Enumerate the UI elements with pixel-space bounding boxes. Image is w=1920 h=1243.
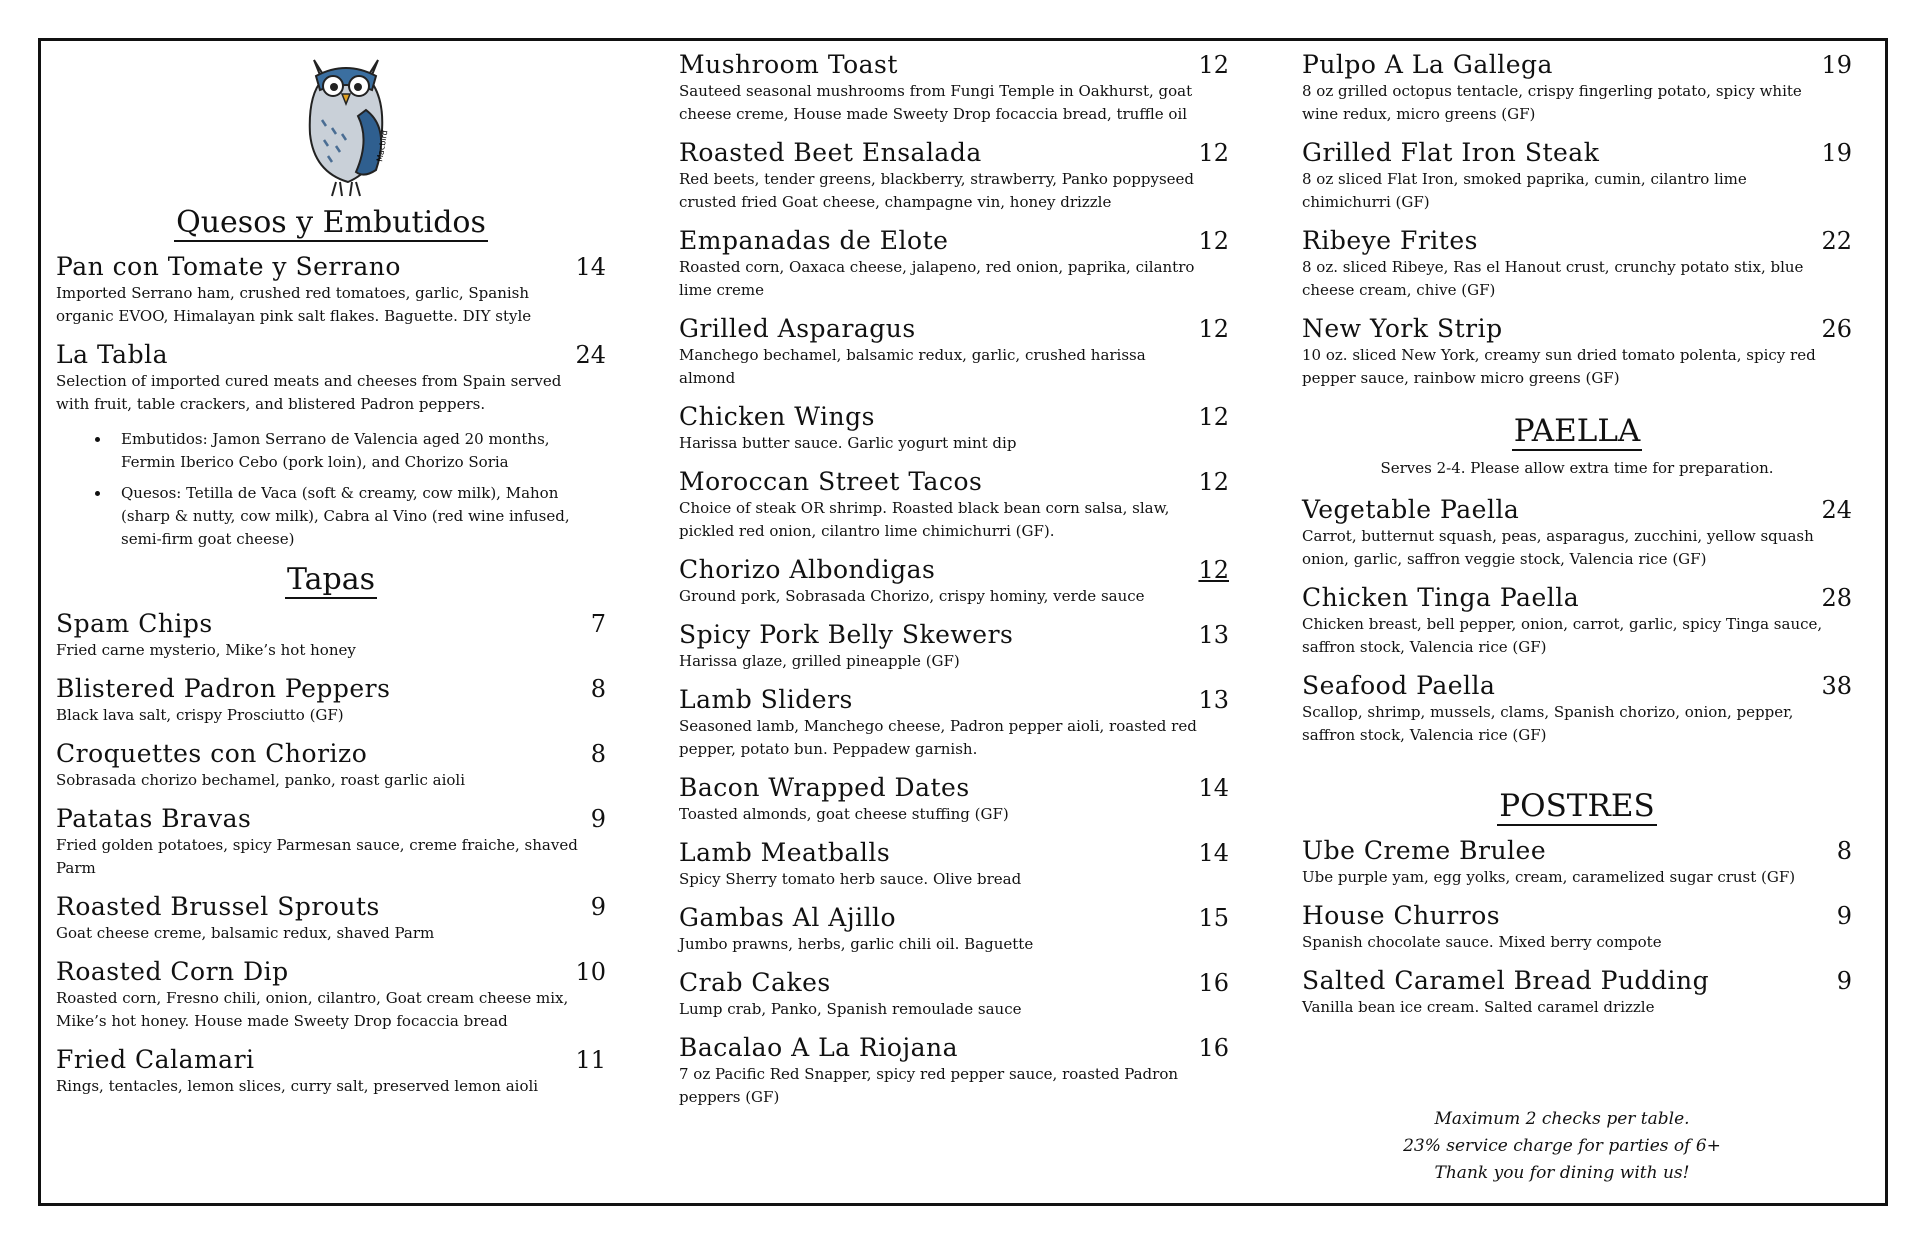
menu-item — [1302, 583, 1852, 659]
item-name: Spicy Pork Belly Skewers — [679, 620, 1014, 649]
item-name: Fried Calamari — [56, 1045, 255, 1074]
item-price: 28 — [1821, 584, 1852, 612]
item-price: 16 — [1198, 969, 1229, 997]
item-desc: Jumbo prawns, herbs, garlic chili oil. Baguette — [679, 935, 1034, 953]
menu-item — [56, 340, 606, 416]
item-desc: 8 oz sliced Flat Iron, smoked paprika, cumin, cilantro lime chimichurri (GF) — [1302, 170, 1747, 211]
menu-item — [1302, 671, 1852, 747]
menu-item — [679, 903, 1229, 956]
item-desc: Chicken breast, bell pepper, onion, carrot, garlic, spicy Tinga sauce, saffron stock, Valencia rice (GF) — [1302, 615, 1823, 656]
item-name: House Churros — [1302, 901, 1501, 930]
item-price: 12 — [1198, 403, 1229, 431]
item-desc: Ube purple yam, egg yolks, cream, caramelized sugar crust (GF) — [1302, 868, 1796, 886]
item-price: 19 — [1821, 139, 1852, 167]
item-name: Chicken Tinga Paella — [1302, 583, 1580, 612]
item-desc: Ground pork, Sobrasada Chorizo, crispy hominy, verde sauce — [679, 587, 1145, 605]
menu-item — [679, 968, 1229, 1021]
item-desc: Fried carne mysterio, Mike’s hot honey — [56, 641, 356, 659]
item-price: 8 — [590, 675, 606, 703]
item-name: Grilled Asparagus — [679, 314, 916, 343]
owl-logo-icon — [286, 50, 406, 200]
item-desc: Harissa glaze, grilled pineapple (GF) — [679, 652, 960, 670]
item-name: Roasted Brussel Sprouts — [56, 892, 380, 921]
item-name: Bacalao A La Riojana — [679, 1033, 959, 1062]
item-price: 22 — [1821, 227, 1852, 255]
item-price: 24 — [1821, 496, 1852, 524]
menu-item — [56, 609, 606, 662]
item-price: 14 — [1198, 774, 1229, 802]
item-price: 26 — [1821, 315, 1852, 343]
menu-item — [56, 252, 606, 328]
item-price: 12 — [1198, 315, 1229, 343]
section-title-postres: POSTRES — [1499, 788, 1655, 824]
item-price: 9 — [1836, 967, 1852, 995]
item-price: 16 — [1198, 1034, 1229, 1062]
item-price: 13 — [1198, 621, 1229, 649]
item-price: 13 — [1198, 686, 1229, 714]
item-price: 12 — [1198, 51, 1229, 79]
item-name: Spam Chips — [56, 609, 213, 638]
item-desc: 8 oz. sliced Ribeye, Ras el Hanout crust, crunchy potato stix, blue cheese cream, chive (GF) — [1302, 258, 1804, 299]
menu-item — [56, 674, 606, 727]
item-price: 14 — [575, 253, 606, 281]
item-price: 24 — [575, 341, 606, 369]
item-desc: Roasted corn, Oaxaca cheese, jalapeno, red onion, paprika, cilantro lime creme — [679, 258, 1195, 299]
menu-item — [679, 226, 1229, 302]
item-desc: Carrot, butternut squash, peas, asparagus, zucchini, yellow squash onion, garlic, saffron veggie stock, Valencia rice (GF) — [1302, 527, 1814, 568]
footer-note — [1302, 1106, 1822, 1187]
item-price: 15 — [1198, 904, 1229, 932]
item-name: Pulpo A La Gallega — [1302, 50, 1553, 79]
item-name: Seafood Paella — [1302, 671, 1496, 700]
menu-column-2 — [679, 50, 1229, 1121]
item-price: 9 — [590, 805, 606, 833]
item-price: 9 — [590, 893, 606, 921]
item-price: 8 — [1836, 837, 1852, 865]
menu-item — [679, 685, 1229, 761]
item-price: 12 — [1198, 227, 1229, 255]
item-name: Vegetable Paella — [1302, 495, 1520, 524]
menu-item — [1302, 226, 1852, 302]
item-desc: Goat cheese creme, balsamic redux, shaved Parm — [56, 924, 435, 942]
item-name: Croquettes con Chorizo — [56, 739, 368, 768]
menu-item — [1302, 836, 1852, 889]
item-desc: Spanish chocolate sauce. Mixed berry compote — [1302, 933, 1662, 951]
paella-note: Serves 2-4. Please allow extra time for preparation. — [1380, 459, 1774, 477]
footer-line-service-charge: 23% service charge for parties of 6+ — [1403, 1136, 1721, 1156]
menu-item — [679, 1033, 1229, 1109]
section-title-paella: PAELLA — [1513, 413, 1641, 449]
item-desc: Harissa butter sauce. Garlic yogurt mint dip — [679, 434, 1017, 452]
section-title-quesos: Quesos y Embutidos — [176, 205, 486, 240]
item-name: Patatas Bravas — [56, 804, 252, 833]
menu-item — [56, 892, 606, 945]
menu-item — [679, 314, 1229, 390]
item-price: 38 — [1821, 672, 1852, 700]
menu-item — [1302, 138, 1852, 214]
item-name: Blistered Padron Peppers — [56, 674, 391, 703]
bullet-quesos: • Quesos: Tetilla de Vaca (soft & creamy, cow milk), Mahon (sharp & nutty, cow milk), Cabra al Vino (red wine infused, semi-firm goat cheese) — [111, 482, 606, 551]
menu-item — [1302, 901, 1852, 954]
footer-line-thanks: Thank you for dining with us! — [1434, 1163, 1690, 1183]
item-name: Ube Creme Brulee — [1302, 836, 1547, 865]
item-name: La Tabla — [56, 340, 168, 369]
item-desc: Vanilla bean ice cream. Salted caramel drizzle — [1302, 998, 1655, 1016]
item-price: 8 — [590, 740, 606, 768]
menu-item — [679, 138, 1229, 214]
menu-column-3 — [1302, 50, 1852, 1031]
menu-item — [1302, 50, 1852, 126]
item-desc: 7 oz Pacific Red Snapper, spicy red pepper sauce, roasted Padron peppers (GF) — [679, 1065, 1179, 1106]
item-desc: Sobrasada chorizo bechamel, panko, roast garlic aioli — [56, 771, 465, 789]
menu-item — [56, 804, 606, 880]
item-desc: Sauteed seasonal mushrooms from Fungi Temple in Oakhurst, goat cheese creme, House made Sweety Drop focaccia bread, truffle oil — [679, 82, 1193, 123]
item-name: Chorizo Albondigas — [679, 555, 936, 584]
item-desc: 10 oz. sliced New York, creamy sun dried tomato polenta, spicy red pepper sauce, rainbow micro greens (GF) — [1302, 346, 1816, 387]
la-tabla-bullets — [56, 428, 606, 551]
item-name: Empanadas de Elote — [679, 226, 949, 255]
menu-item — [679, 838, 1229, 891]
item-name: Moroccan Street Tacos — [679, 467, 983, 496]
item-desc: 8 oz grilled octopus tentacle, crispy fingerling potato, spicy white wine redux, micro greens (GF) — [1302, 82, 1802, 123]
item-desc: Spicy Sherry tomato herb sauce. Olive bread — [679, 870, 1022, 888]
menu-item — [56, 739, 606, 792]
item-desc: Manchego bechamel, balsamic redux, garlic, crushed harissa almond — [679, 346, 1146, 387]
menu-item — [56, 957, 606, 1033]
menu-item — [679, 467, 1229, 543]
item-name: Lamb Sliders — [679, 685, 853, 714]
item-desc: Lump crab, Panko, Spanish remoulade sauce — [679, 1000, 1022, 1018]
footer-line-checks: Maximum 2 checks per table. — [1434, 1109, 1690, 1129]
item-name: Bacon Wrapped Dates — [679, 773, 970, 802]
item-desc: Fried golden potatoes, spicy Parmesan sauce, creme fraiche, shaved Parm — [56, 836, 578, 877]
item-name: Mushroom Toast — [679, 50, 898, 79]
item-name: Lamb Meatballs — [679, 838, 891, 867]
item-desc: Toasted almonds, goat cheese stuffing (GF) — [679, 805, 1009, 823]
menu-item — [1302, 495, 1852, 571]
menu-item — [1302, 966, 1852, 1019]
item-desc: Seasoned lamb, Manchego cheese, Padron pepper aioli, roasted red pepper, potato bun. Peppadew garnish. — [679, 717, 1197, 758]
item-price: 10 — [575, 958, 606, 986]
owl-signature: Macbird — [375, 129, 390, 163]
item-desc: Scallop, shrimp, mussels, clams, Spanish chorizo, onion, pepper, saffron stock, Valencia rice (GF) — [1302, 703, 1794, 744]
item-name: Salted Caramel Bread Pudding — [1302, 966, 1710, 995]
item-name: Grilled Flat Iron Steak — [1302, 138, 1600, 167]
menu-item — [679, 555, 1229, 608]
item-name: Gambas Al Ajillo — [679, 903, 897, 932]
item-desc: Choice of steak OR shrimp. Roasted black bean corn salsa, slaw, pickled red onion, cilantro lime chimichurri (GF). — [679, 499, 1170, 540]
menu-item — [679, 773, 1229, 826]
menu-column-1 — [56, 50, 606, 1110]
item-name: Pan con Tomate y Serrano — [56, 252, 401, 281]
item-name: Crab Cakes — [679, 968, 831, 997]
item-price: 7 — [590, 610, 606, 638]
menu-item — [679, 620, 1229, 673]
section-title-tapas: Tapas — [286, 562, 376, 597]
item-price: 9 — [1836, 902, 1852, 930]
item-desc: Selection of imported cured meats and cheeses from Spain served with fruit, table crackers, and blistered Padron peppers. — [56, 372, 562, 413]
bullet-embutidos: • Embutidos: Jamon Serrano de Valencia aged 20 months, Fermin Iberico Cebo (pork loin), and Chorizo Soria — [111, 428, 606, 474]
item-desc: Red beets, tender greens, blackberry, strawberry, Panko poppyseed crusted fried Goat cheese, champagne vin, honey drizzle — [679, 170, 1195, 211]
item-name: Roasted Corn Dip — [56, 957, 289, 986]
item-desc: Imported Serrano ham, crushed red tomatoes, garlic, Spanish organic EVOO, Himalayan pink salt flakes. Baguette. DIY style — [56, 284, 532, 325]
item-price: 19 — [1821, 51, 1852, 79]
item-desc: Black lava salt, crispy Prosciutto (GF) — [56, 706, 344, 724]
item-desc: Roasted corn, Fresno chili, onion, cilantro, Goat cream cheese mix, Mike’s hot honey. House made Sweety Drop focaccia bread — [56, 989, 569, 1030]
item-price: 12 — [1198, 139, 1229, 167]
item-name: Roasted Beet Ensalada — [679, 138, 982, 167]
item-name: Ribeye Frites — [1302, 226, 1478, 255]
item-price: 11 — [575, 1046, 606, 1074]
item-price: 12 — [1198, 556, 1229, 584]
item-desc: Rings, tentacles, lemon slices, curry salt, preserved lemon aioli — [56, 1077, 539, 1095]
item-name: New York Strip — [1302, 314, 1503, 343]
item-price: 12 — [1198, 468, 1229, 496]
item-price: 14 — [1198, 839, 1229, 867]
menu-item — [679, 50, 1229, 126]
menu-item — [56, 1045, 606, 1098]
item-name: Chicken Wings — [679, 402, 875, 431]
menu-item — [679, 402, 1229, 455]
menu-item — [1302, 314, 1852, 390]
